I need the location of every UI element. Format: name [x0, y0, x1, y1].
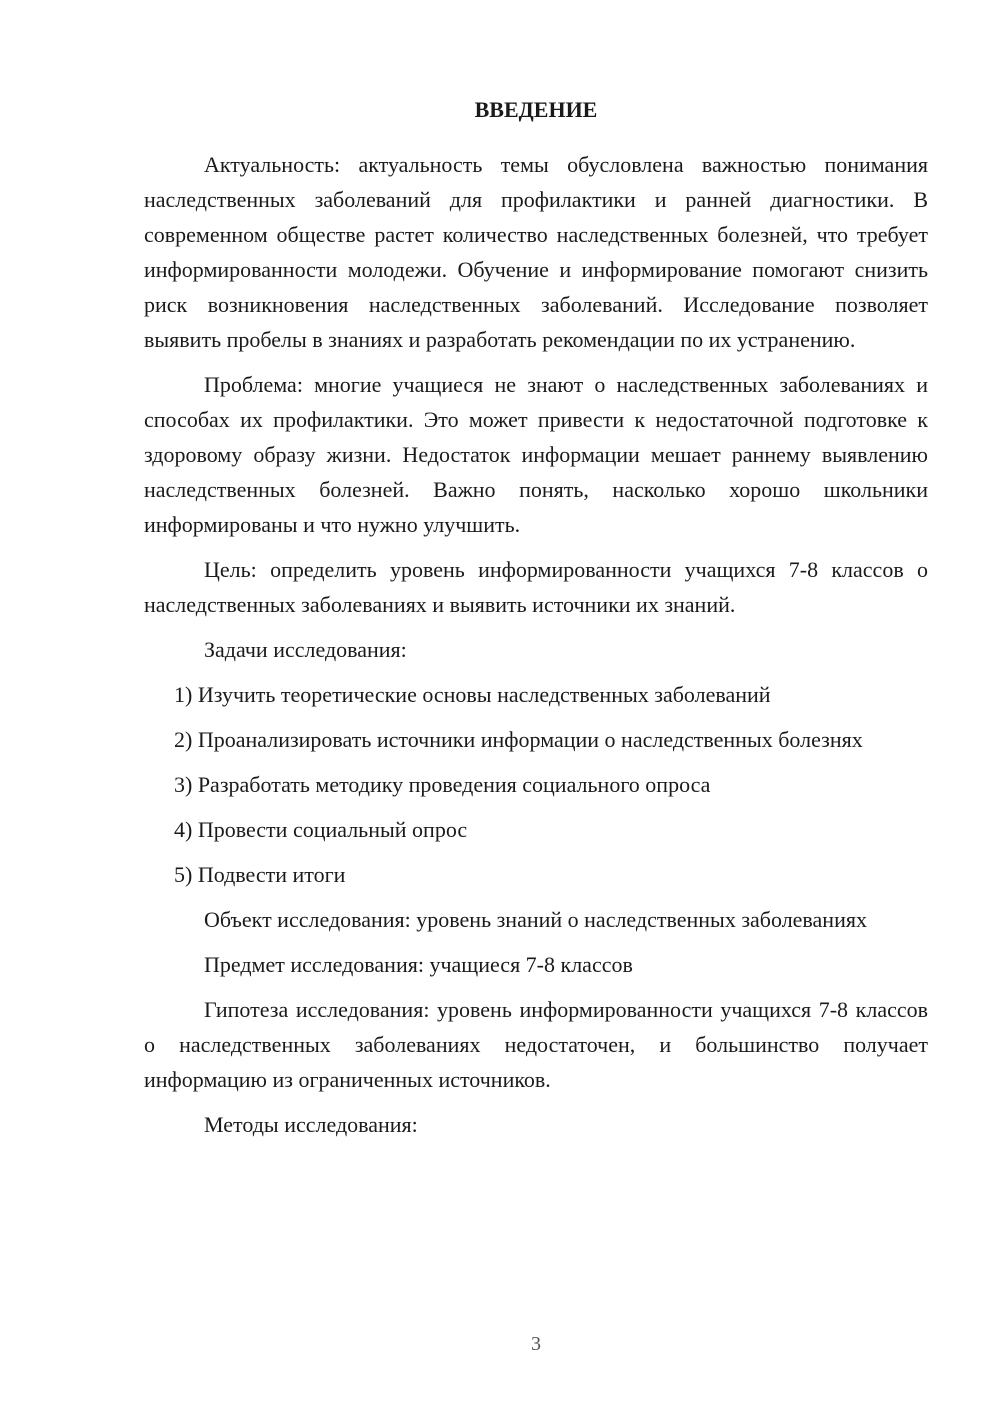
hypothesis-paragraph: Гипотеза исследования: уровень информированности учащихся 7-8 классов о наследственных заболеваниях недостаточен, и большинство получает информацию из ограниченных источников. — [144, 997, 928, 1092]
task-item: 3) Разработать методику проведения социального опроса — [174, 772, 711, 797]
page-title: ВВЕДЕНИЕ — [474, 97, 598, 122]
task-item: 1) Изучить теоретические основы наследственных заболеваний — [174, 682, 771, 707]
methods-label: Методы исследования: — [204, 1112, 418, 1137]
object-paragraph: Объект исследования: уровень знаний о наследственных заболеваниях — [204, 907, 867, 932]
page-content — [144, 92, 928, 1152]
task-item: 4) Провести социальный опрос — [174, 817, 468, 842]
task-item: 2) Проанализировать источники информации о наследственных болезнях — [174, 727, 863, 752]
subject-paragraph: Предмет исследования: учащиеся 7-8 классов — [204, 952, 633, 977]
problem-paragraph: Проблема: многие учащиеся не знают о наследственных заболеваниях и способах их профилактики. Это может привести к недостаточной подготовке к здоровому образу жизни. Недостаток информации мешает раннему выявлению наследственных болезней. Важно понять, насколько хорошо школьники информированы и что нужно улучшить. — [144, 372, 928, 537]
goal-paragraph: Цель: определить уровень информированности учащихся 7-8 классов о наследственных заболеваниях и выявить источники их знаний. — [144, 557, 928, 617]
task-item: 5) Подвести итоги — [174, 862, 346, 887]
page-number: 3 — [531, 1333, 541, 1355]
relevance-paragraph: Актуальность: актуальность темы обусловлена важностью понимания наследственных заболеваний для профилактики и ранней диагностики. В современном обществе растет количество наследственных болезней, что требует информированности молодежи. Обучение и информирование помогают снизить риск возникновения наследственных заболеваний. Исследование позволяет выявить пробелы в знаниях и разработать рекомендации по их устранению. — [144, 152, 928, 352]
tasks-label: Задачи исследования: — [204, 637, 407, 662]
